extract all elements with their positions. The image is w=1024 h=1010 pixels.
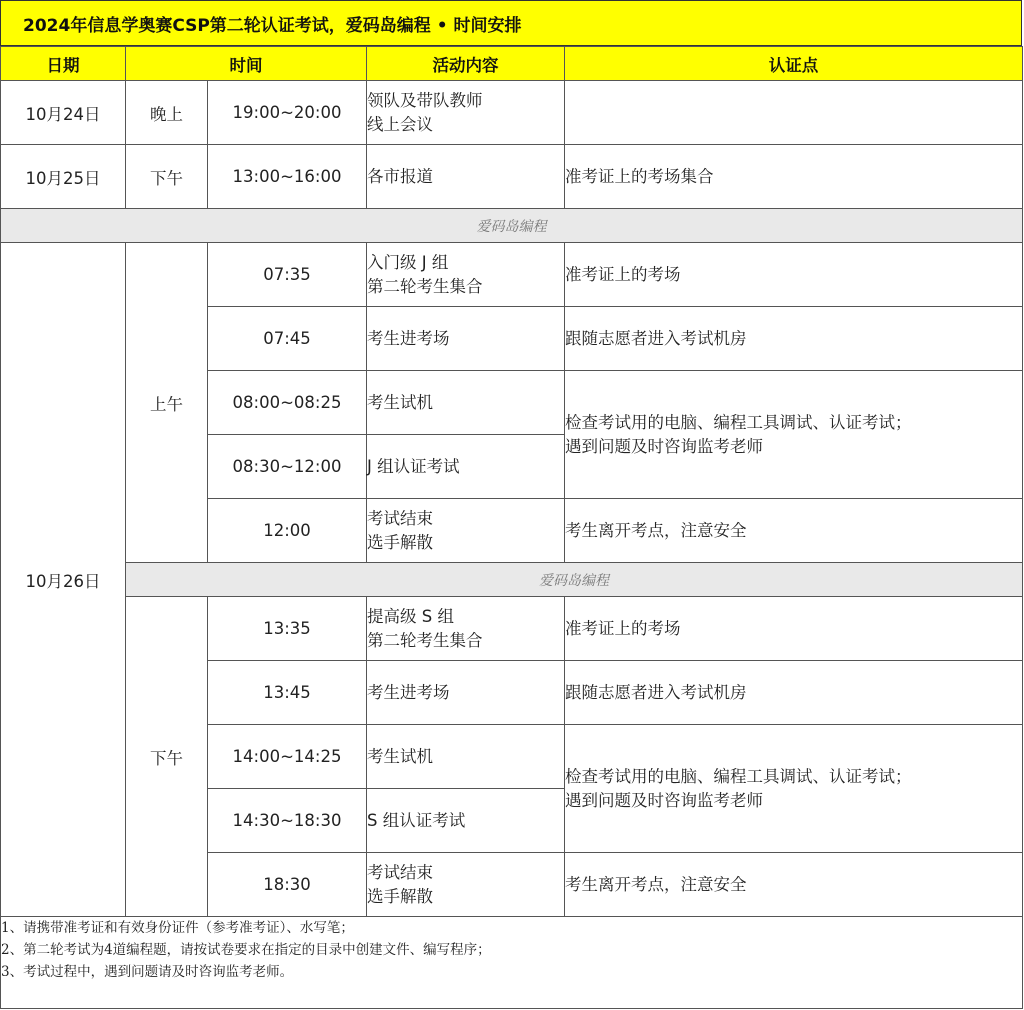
point-cell <box>565 81 1023 145</box>
point-cell: 考生离开考点，注意安全 <box>565 853 1023 917</box>
header-date: 日期 <box>1 47 126 81</box>
time-cell: 14:00~14:25 <box>208 725 367 789</box>
note-item: 3、考试过程中，遇到问题请及时咨询监考老师。 <box>1 964 294 980</box>
point-cell: 检查考试用的电脑、编程工具调试、认证考试； 遇到问题及时咨询监考老师 <box>565 371 1023 499</box>
content-cell: 考试结束 选手解散 <box>367 853 565 917</box>
watermark-banner: 爱码岛编程 <box>126 563 1023 597</box>
time-cell: 12:00 <box>208 499 367 563</box>
content-cell: 考试结束 选手解散 <box>367 499 565 563</box>
content-cell: 各市报道 <box>367 145 565 209</box>
content-cell: 考生进考场 <box>367 307 565 371</box>
point-cell: 检查考试用的电脑、编程工具调试、认证考试； 遇到问题及时咨询监考老师 <box>565 725 1023 853</box>
notes-row <box>1 917 1023 1009</box>
point-cell: 准考证上的考场集合 <box>565 145 1023 209</box>
table-row <box>1 597 1023 661</box>
time-cell: 08:30~12:00 <box>208 435 367 499</box>
header-point: 认证点 <box>565 47 1023 81</box>
content-cell: 考生试机 <box>367 371 565 435</box>
time-cell: 19:00~20:00 <box>208 81 367 145</box>
header-time: 时间 <box>126 47 367 81</box>
time-cell: 07:35 <box>208 243 367 307</box>
point-cell: 跟随志愿者进入考试机房 <box>565 661 1023 725</box>
time-cell: 14:30~18:30 <box>208 789 367 853</box>
content-cell: 考生试机 <box>367 725 565 789</box>
time-cell: 13:35 <box>208 597 367 661</box>
time-cell: 08:00~08:25 <box>208 371 367 435</box>
table-row <box>1 145 1023 209</box>
date-cell: 10月24日 <box>1 81 126 145</box>
period-cell: 晚上 <box>126 81 208 145</box>
watermark-banner: 爱码岛编程 <box>1 209 1023 243</box>
date-cell: 10月25日 <box>1 145 126 209</box>
note-item: 2、第二轮考试为4道编程题，请按试卷要求在指定的目录中创建文件、编写程序； <box>1 942 491 958</box>
time-cell: 13:45 <box>208 661 367 725</box>
time-cell: 07:45 <box>208 307 367 371</box>
table-row <box>1 81 1023 145</box>
content-cell: S 组认证考试 <box>367 789 565 853</box>
page-title: 2024年信息学奥赛CSP第二轮认证考试，爱码岛编程 • 时间安排 <box>0 0 1022 46</box>
note-item: 1、请携带准考证和有效身份证件（参考准考证）、水写笔； <box>1 920 354 936</box>
period-cell: 上午 <box>126 243 208 563</box>
point-cell: 准考证上的考场 <box>565 243 1023 307</box>
time-cell: 18:30 <box>208 853 367 917</box>
content-cell: 提高级 S 组 第二轮考生集合 <box>367 597 565 661</box>
time-cell: 13:00~16:00 <box>208 145 367 209</box>
content-cell: 入门级 J 组 第二轮考生集合 <box>367 243 565 307</box>
content-cell: 领队及带队教师 线上会议 <box>367 81 565 145</box>
table-row <box>1 243 1023 307</box>
period-cell: 下午 <box>126 597 208 917</box>
date-cell: 10月26日 <box>1 243 126 917</box>
schedule-table <box>0 46 1023 1009</box>
content-cell: J 组认证考试 <box>367 435 565 499</box>
banner-row <box>1 209 1023 243</box>
point-cell: 准考证上的考场 <box>565 597 1023 661</box>
notes-cell <box>1 917 1023 1009</box>
banner-row <box>1 563 1023 597</box>
period-cell: 下午 <box>126 145 208 209</box>
point-cell: 考生离开考点，注意安全 <box>565 499 1023 563</box>
header-content: 活动内容 <box>367 47 565 81</box>
content-cell: 考生进考场 <box>367 661 565 725</box>
point-cell: 跟随志愿者进入考试机房 <box>565 307 1023 371</box>
header-row <box>1 47 1023 81</box>
